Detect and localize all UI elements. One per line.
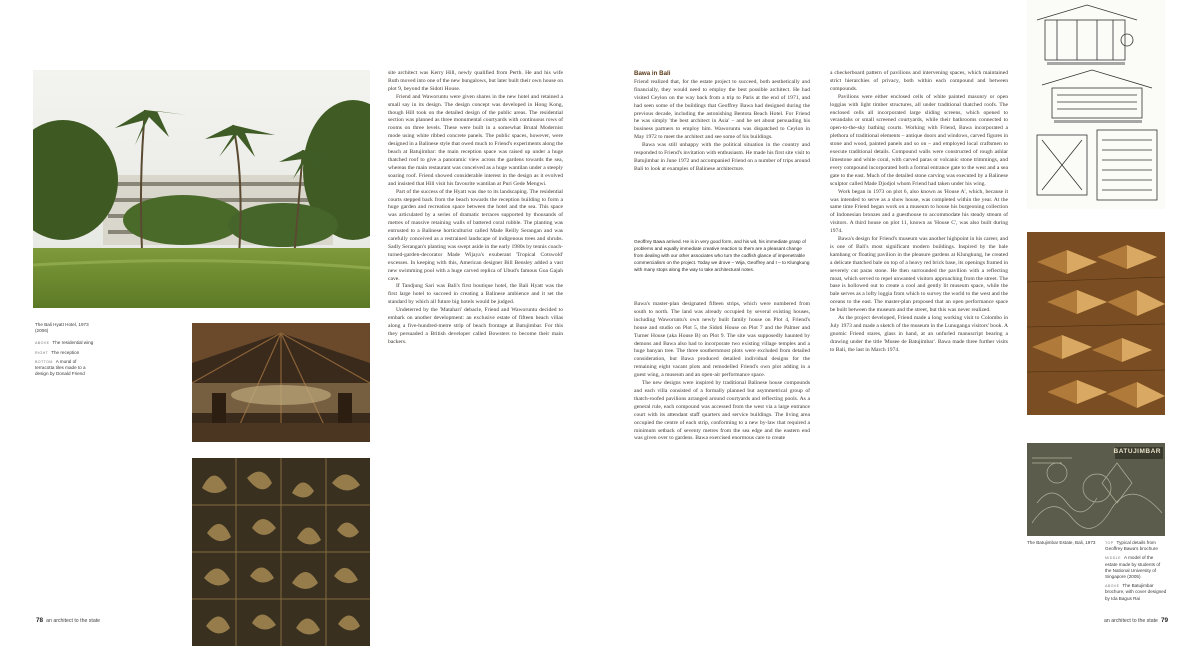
hyatt-residential-wing-photo (33, 70, 370, 308)
right-captions (1105, 540, 1167, 602)
page-number: 78 (36, 617, 44, 624)
body-paragraph: As the project developed, Friend made a long working visit to Colombo in July 1973 and made a sketch of the museum in the Lunuganga visitors' book. A gnomic Friend stares, glass in hand, at an unfurled manuscript bearing a drawing under the title 'Musee de Batujimbar'. Bawa made three further visits to Bali, the last in March 1974. (830, 315, 1008, 353)
body-paragraph: The new designs were inspired by traditional Balinese house compounds and each villa consisted of a formally planned but asymmetrical group of thatch-roofed pavilions arranged around courtyards and reflecting pools. As a general rule, each compound was accessed from the west via a large entrance court with its attendant staff quarters and service buildings. The living area occupied the centre of each strip, conforming to a new by-law that required a minimum setback of seventy metres from the sea edge and the eastern end was given over to gardens. Bawa exercised enormous care to create (634, 380, 810, 442)
body-paragraph: Bawa's master-plan designated fifteen strips, which were numbered from south to north. The land was already occupied by several existing houses, including Waworuntu's own newly built family house on Plot 4, Friend's house and studio on Plot 5, the Sidoti House on Plot 7 and the Palmer and Turner House (aka House B) on Plot 9. The site was supposedly haunted by demons and Bawa also had to incorporate two existing village temples and a huge banyan tree. The three southernmost plots were excluded from detailed consideration, but Bawa produced detailed individual designs for the remaining eight vacant plots and remodelled Friend's own plot adding in a guest wing, a museum and an open-air performance space. (634, 301, 810, 379)
body-paragraph: If Tandjung Sari was Bali's first boutique hotel, the Bali Hyatt was the first large hotel to succeed in creating a Balinese ambience and it set the standard by which all future big hotels would be judged. (388, 283, 563, 306)
caption-middle: MIDDLE A model of the estate made by students of the National University of Singapore (2005) (1105, 555, 1161, 580)
body-paragraph: Pavilions were either enclosed cells of white painted masonry or open loggias with light timber structures, all under traditional thatched roofs. The enclosed cells all incorporated large sliding screens, which opened to verandahs or small screened courtyards, while their bathrooms connected to open-to-the-sky bathing courts. Working with Friend, Bawa incorporated a plethora of traditional elements – antique doors and windows, carved figures in stone and wood, painted panels and so on – and employed local craftsmen to execute traditional details. Compound walls were constructed of rough ashlar limestone and white coral, with carved paras or volcanic stone trimmings, and every compound incorporated both a formal entrance gate to the west and a sea gate to the east. Much of the detailed stone carving was executed by a Balinese sculptor called Made Djodjol whom Friend had taken under his wing. (830, 93, 1008, 187)
body-paragraph: site architect was Kerry Hill, newly qualified from Perth. He and his wife Ruth moved into one of the new bungalows, but later built their own house on plot 9, beyond the Sidoti House. (388, 70, 563, 92)
hyatt-reception-photo (192, 323, 370, 442)
estate-caption-title: The Batujimbar Estate, Bali, 1973 (1027, 540, 1096, 545)
left-body-column (388, 70, 563, 347)
right-body-column-1-continued (634, 301, 810, 443)
caption-above: ABOVE The residential wing (35, 340, 94, 346)
estate-model-photo (1027, 232, 1165, 415)
caption-top: TOP Typical details from Geoffrey Bawa's brochure (1105, 540, 1158, 552)
body-paragraph: Undeterred by the 'Matahari' debacle, Friend and Waworuntu decided to embark on another development: an exclusive estate of fifteen beach villas along a five-hundred-metre strip of beach frontage at Batujimbar. For this they persuaded a British developer called Bowsters to become their main backers. (388, 307, 563, 345)
caption-right: RIGHT The reception (35, 349, 80, 355)
terracotta-mural-photo (192, 458, 370, 646)
running-title: an architect to the state (46, 618, 101, 624)
right-folio (1104, 617, 1171, 624)
right-body-column-1 (634, 70, 810, 174)
body-paragraph: Bawa was still unhappy with the political situation in the country and responded to Friend's invitation with enthusiasm. He made his first site visit to Batujimbar in June 1972 and accompanied Friend on a number of trips around Bali to look at examples of Balinese architecture. (634, 142, 810, 172)
bawa-sketch-details (1027, 0, 1165, 209)
section-heading: Bawa in Bali (634, 70, 671, 77)
running-title: an architect to the state (1104, 618, 1158, 624)
right-body-column-2 (830, 70, 1008, 355)
brochure-title: BATUJIMBAR (1113, 448, 1161, 455)
pull-quote (634, 238, 810, 273)
batujimbar-brochure-photo (1027, 443, 1165, 536)
body-paragraph: a checkerboard pattern of pavilions and intervening spaces, which maintained strict hierarchies of privacy, both within each compound and between compounds. (830, 70, 1008, 92)
body-paragraph: Part of the success of the Hyatt was due to its landscaping. The residential courts stepped back from the beach towards the reception building to form a huge garden and recreation space between the hotel and the sea. This space was articulated by a series of dramatic terraces supported by thousands of metres of massive retaining walls of battered coral rubble. The planting was entrusted to a Balinese horticulturist called Made Reilly Serangan and was carefully conceived as a restrained landscape of indigenous trees and shrubs. Sadly Serangan's planting was swept aside in the early 1980s by tennis coach-turned-garden-decorator Made Wijaya's exuberant 'Tropical Cotswold' excesses. In keeping with this, American designer Bill Bensley added a vast new swimming pool with a huge carved replica of Ubud's famous Goa Gajah cave. (388, 188, 563, 282)
caption-bottom: BOTTOM A mural of terracotta tiles made to a design by Donald Friend (35, 358, 86, 377)
page-number: 79 (1160, 617, 1169, 624)
body-paragraph: Friend realized that, for the estate project to succeed, both aesthetically and financially, they would need to employ the best possible architect. He had visited Ceylon on the way back from a trip to Paris at the end of 1971, and had seen some of the buildings that Geoffrey Bawa had designed during the previous decade, including the astonishing Bentota Beach Hotel. For Friend he was simply 'the best architect in Asia' – and he set about persuading his business partners to employ him. Waworuntu was dispatched to Ceylon in May 1972 to meet the architect and see some of his buildings. (634, 78, 810, 141)
hyatt-caption-title: The Bali Hyatt Hotel, 1973 (2006) (35, 322, 89, 334)
quote-text: Geoffrey Bawa arrived. He is in very good form, and his wit, his immediate grasp of problems and equally immediate creative reaction to them are a pleasant change from dealing with our other associates who turn the codfish glance of impenetrable commercialism on the project. Today we drove – Wija, Geoffrey and I – to Klungkung with many stops along the way to take architectural notes. (634, 239, 810, 272)
body-paragraph: Work began in 1973 on plot 6, also known as 'House A', which, because it was intended to serve as a show house, was completed within the year. At the same time Friend began work on a museum to house his burgeoning collection of Indonesian bronzes and a guesthouse to accommodate his steady stream of visitors. A third house on plot 11, known as 'House C', was also built during 1974. (830, 188, 1008, 235)
body-paragraph: Bawa's design for Friend's museum was another highpoint in his career, and is one of Bali's most significant modern buildings. Inspired by the bale kambang or floating pavilion in the pleasure gardens at Klungkung, he created a delicate thatched bale on top of a heavy red brick base, its openings framed in severely cut paras stone. He then surrounded the pavilion with a reflecting moat, which served to repel unwanted visitors approaching from the street. The base is hollowed out to create a cool and gently lit museum space, while the bale serves as a lofty loggia from which to survey the world to the west and the oceans to the east. The master-plan proposed that an open performance space be built between the museum and the street, but this was never realized. (830, 236, 1009, 314)
left-folio (33, 617, 100, 624)
body-paragraph: Friend and Waworuntu were given shares in the new hotel and retained a small say in its design. The design concept was developed in Hong Kong, though Hill took on the detailed design of the public areas. The residential section was planned as three monumental courtyards with continuous rows of rooms on three levels. These were built in a somewhat Brutal Modernist mode using white ribbed concrete panels. The public spaces, however, were designed in a Balinese style that owed much to Friend's experiments along the beach at Batujimbar: the main reception space was raised up under a huge thatched roof to give a panoramic view across the gardens towards the sea, whereas the main restaurant was conceived as a huge wantilan under a steeply soaring roof. Friend showed considerable interest in the design as it evolved and insisted that Hill visit his favourite wantilan at Puri Gede Mengwi. (388, 93, 563, 187)
caption-above: ABOVE The Batujimbar brochure, with cover designed by Ida Bagus Rai (1105, 583, 1167, 601)
left-captions (35, 322, 95, 377)
